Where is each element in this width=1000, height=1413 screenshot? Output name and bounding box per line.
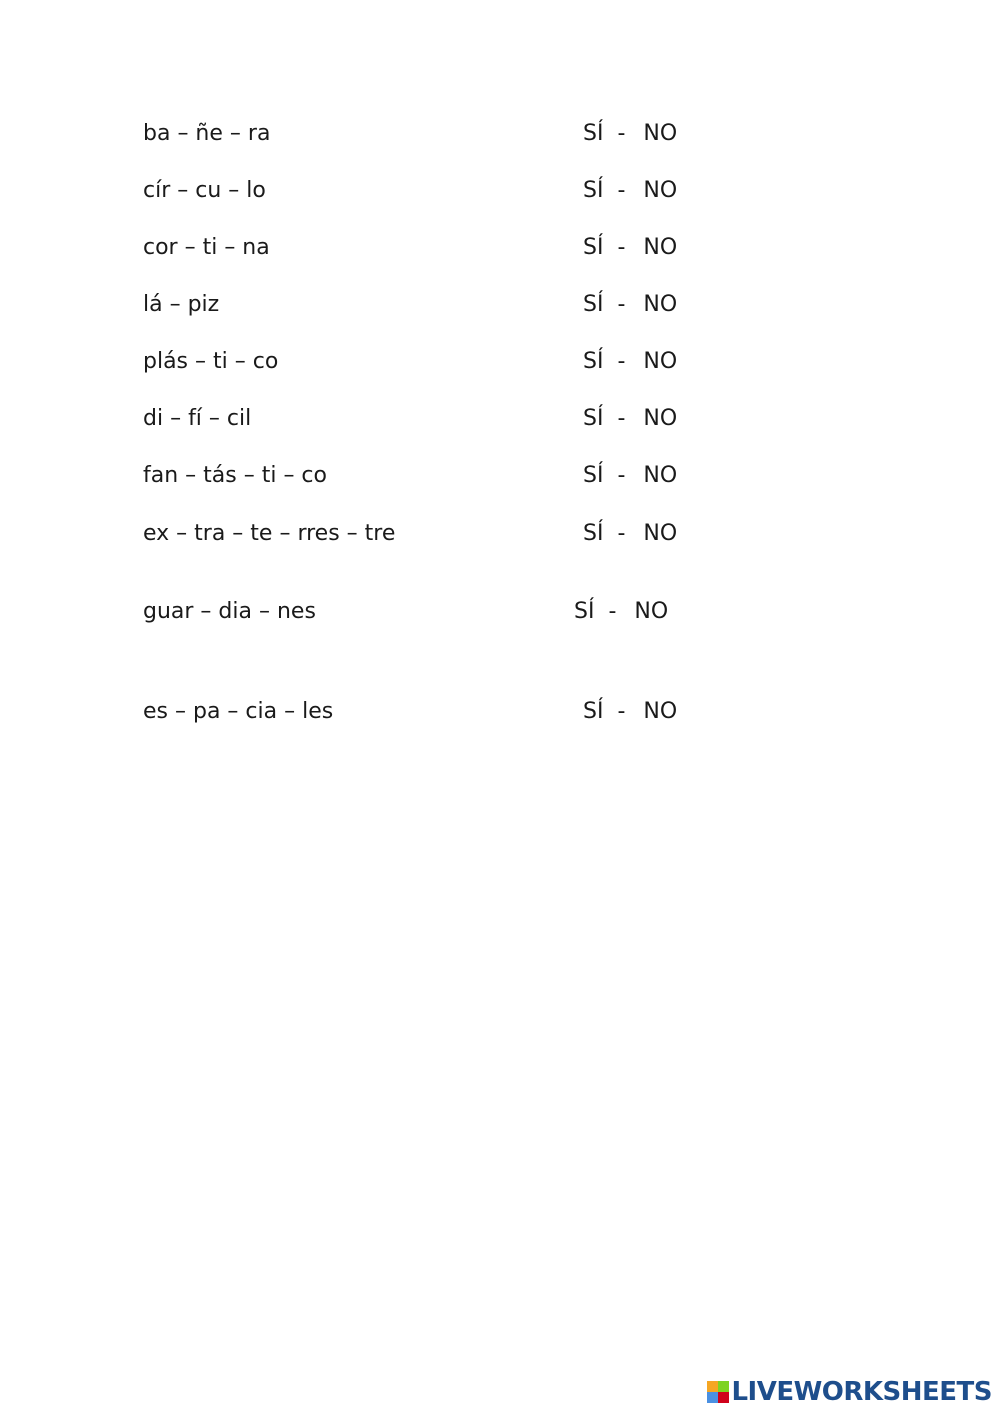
option-separator: - <box>617 699 626 724</box>
option-separator: - <box>617 463 626 488</box>
yes-option[interactable]: SÍ <box>583 121 604 146</box>
syllable-row <box>143 347 743 377</box>
answer-options <box>583 347 677 377</box>
answer-options <box>583 519 677 549</box>
answer-options <box>583 697 677 727</box>
option-separator: - <box>617 178 626 203</box>
no-option[interactable]: NO <box>634 599 669 624</box>
syllable-row <box>143 404 743 434</box>
syllable-row <box>143 597 743 627</box>
liveworksheets-logo-icon <box>707 1381 729 1403</box>
yes-option[interactable]: SÍ <box>583 349 604 374</box>
syllable-row <box>143 119 743 149</box>
no-option[interactable]: NO <box>643 292 678 317</box>
answer-options <box>583 119 677 149</box>
answer-options <box>583 404 677 434</box>
no-option[interactable]: NO <box>643 235 678 260</box>
option-separator: - <box>617 292 626 317</box>
syllable-word: lá – piz <box>143 292 220 317</box>
syllable-row <box>143 519 743 549</box>
option-separator: - <box>617 121 626 146</box>
yes-option[interactable]: SÍ <box>583 406 604 431</box>
yes-option[interactable]: SÍ <box>583 521 604 546</box>
yes-option[interactable]: SÍ <box>583 292 604 317</box>
liveworksheets-logo <box>707 1377 992 1407</box>
yes-option[interactable]: SÍ <box>583 235 604 260</box>
no-option[interactable]: NO <box>643 121 678 146</box>
answer-options <box>583 176 677 206</box>
option-separator: - <box>617 349 626 374</box>
yes-option[interactable]: SÍ <box>583 178 604 203</box>
syllable-row <box>143 290 743 320</box>
syllable-word: guar – dia – nes <box>143 599 316 624</box>
syllable-word: fan – tás – ti – co <box>143 463 327 488</box>
no-option[interactable]: NO <box>643 521 678 546</box>
logo-text: LIVEWORKSHEETS <box>731 1377 992 1407</box>
syllable-row <box>143 233 743 263</box>
no-option[interactable]: NO <box>643 178 678 203</box>
syllable-word: ba – ñe – ra <box>143 121 271 146</box>
yes-option[interactable]: SÍ <box>583 699 604 724</box>
no-option[interactable]: NO <box>643 463 678 488</box>
syllable-word: plás – ti – co <box>143 349 279 374</box>
answer-options <box>574 597 668 627</box>
no-option[interactable]: NO <box>643 349 678 374</box>
yes-option[interactable]: SÍ <box>574 599 595 624</box>
answer-options <box>583 233 677 263</box>
answer-options <box>583 290 677 320</box>
no-option[interactable]: NO <box>643 406 678 431</box>
syllable-word: cír – cu – lo <box>143 178 266 203</box>
no-option[interactable]: NO <box>643 699 678 724</box>
syllable-word: di – fí – cil <box>143 406 252 431</box>
option-separator: - <box>608 599 617 624</box>
option-separator: - <box>617 235 626 260</box>
syllable-row <box>143 697 743 727</box>
syllable-row <box>143 461 743 491</box>
option-separator: - <box>617 521 626 546</box>
syllable-word: es – pa – cia – les <box>143 699 334 724</box>
answer-options <box>583 461 677 491</box>
syllable-row <box>143 176 743 206</box>
option-separator: - <box>617 406 626 431</box>
yes-option[interactable]: SÍ <box>583 463 604 488</box>
syllable-word: cor – ti – na <box>143 235 270 260</box>
syllable-word: ex – tra – te – rres – tre <box>143 521 396 546</box>
